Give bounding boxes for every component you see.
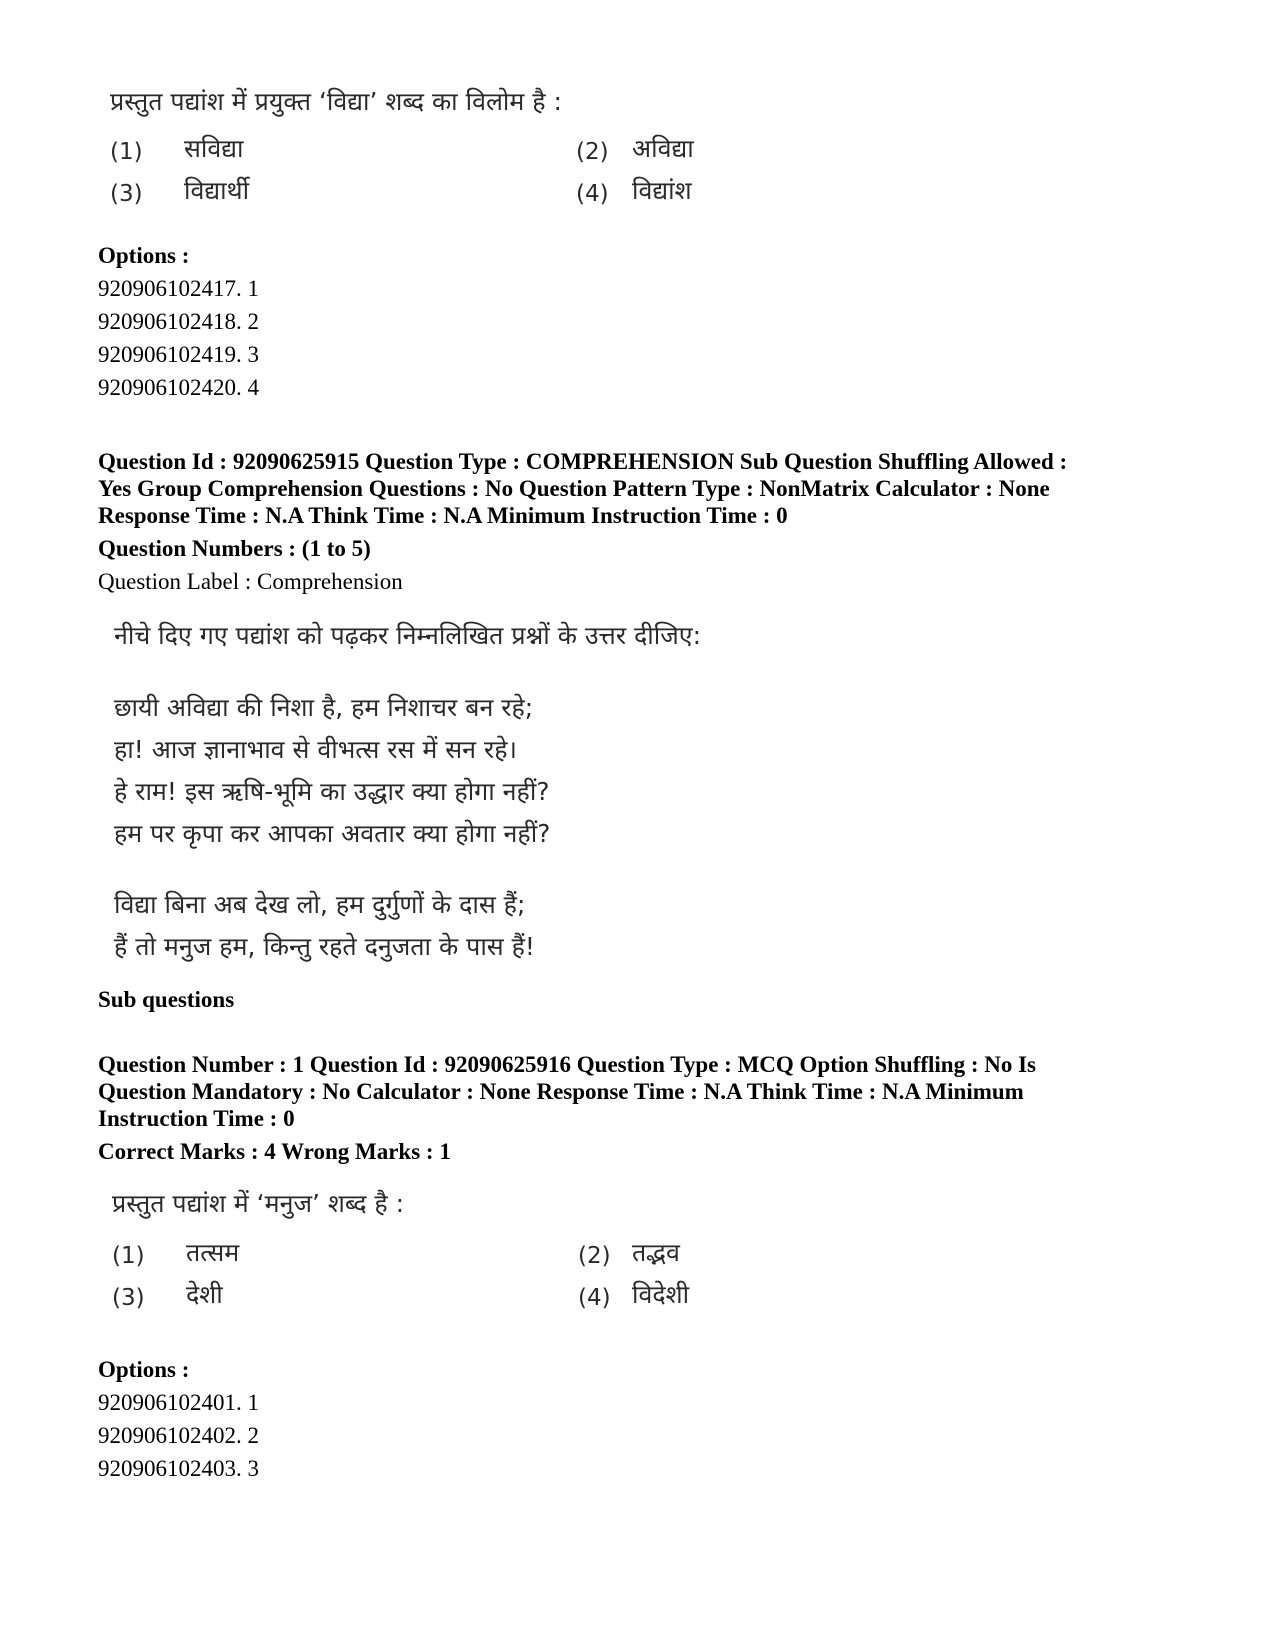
comprehension-instruction: नीचे दिए गए पद्यांश को पढ़कर निम्नलिखित प्रश्नों के उत्तर दीजिए: [114, 621, 702, 650]
prev-option-3: 920906102419. 3 [98, 342, 259, 367]
prev-choice-1-text: सविद्या [184, 134, 244, 163]
q1-meta-line-2: Question Mandatory : No Calculator : None Response Time : N.A Think Time : N.A Minimum [98, 1079, 1024, 1104]
q1-choice-3-text: देशी [186, 1280, 223, 1309]
prev-choice-2-number: (2) [576, 139, 609, 165]
prev-choice-3-text: विद्यार्थी [184, 176, 250, 205]
stanza1-line-3: हे राम! इस ऋषि-भूमि का उद्धार क्या होगा नहीं? [114, 777, 550, 806]
prev-choice-1-number: (1) [110, 139, 143, 165]
q1-choice-4-text: विदेशी [632, 1280, 690, 1309]
stanza2-line-2: हैं तो मनुज हम, किन्तु रहते दनुजता के पास हैं! [114, 932, 535, 961]
stanza1-line-4: हम पर कृपा कर आपका अवतार क्या होगा नहीं? [114, 819, 551, 848]
stanza1-line-1: छायी अविद्या की निशा है, हम निशाचर बन रहे; [114, 693, 534, 722]
q1-choice-3-number: (3) [112, 1285, 145, 1311]
question-label: Question Label : Comprehension [98, 569, 403, 594]
prev-options-label: Options : [98, 243, 190, 268]
q1-choice-1-text: तत्सम [186, 1238, 240, 1267]
comprehension-meta-line-2: Yes Group Comprehension Questions : No Question Pattern Type : NonMatrix Calculator : None [98, 476, 1050, 501]
sub-questions-label: Sub questions [98, 987, 235, 1012]
q1-meta-line-1: Question Number : 1 Question Id : 92090625916 Question Type : MCQ Option Shuffling : No Is [98, 1052, 1037, 1077]
prev-option-2: 920906102418. 2 [98, 309, 259, 334]
q1-option-2: 920906102402. 2 [98, 1423, 259, 1448]
prev-choice-4-text: विद्यांश [632, 176, 692, 205]
stanza2-line-1: विद्या बिना अब देख लो, हम दुर्गुणों के दास हैं; [114, 890, 526, 919]
prev-question-stem: प्रस्तुत पद्यांश में प्रयुक्त ‘विद्या’ शब्द का विलोम है : [110, 87, 562, 116]
question-numbers: Question Numbers : (1 to 5) [98, 536, 371, 561]
q1-stem: प्रस्तुत पद्यांश में ‘मनुज’ शब्द है : [112, 1189, 405, 1218]
prev-choice-2-text: अविद्या [632, 134, 694, 163]
q1-choice-2-text: तद्भव [632, 1238, 680, 1267]
q1-marks: Correct Marks : 4 Wrong Marks : 1 [98, 1139, 451, 1164]
comprehension-meta-line-1: Question Id : 92090625915 Question Type : COMPREHENSION Sub Question Shuffling Allowed : [98, 449, 1068, 474]
q1-choice-4-number: (4) [578, 1285, 611, 1311]
q1-meta-line-3: Instruction Time : 0 [98, 1106, 295, 1131]
prev-option-1: 920906102417. 1 [98, 276, 259, 301]
q1-choice-1-number: (1) [112, 1243, 145, 1269]
q1-option-3: 920906102403. 3 [98, 1456, 259, 1481]
comprehension-meta-line-3: Response Time : N.A Think Time : N.A Minimum Instruction Time : 0 [98, 503, 788, 528]
prev-choice-4-number: (4) [576, 181, 609, 207]
prev-choice-3-number: (3) [110, 181, 143, 207]
stanza1-line-2: हा! आज ज्ञानाभाव से वीभत्स रस में सन रहे। [114, 735, 517, 764]
q1-option-1: 920906102401. 1 [98, 1390, 259, 1415]
q1-options-label: Options : [98, 1357, 190, 1382]
q1-choice-2-number: (2) [578, 1243, 611, 1269]
prev-option-4: 920906102420. 4 [98, 375, 259, 400]
